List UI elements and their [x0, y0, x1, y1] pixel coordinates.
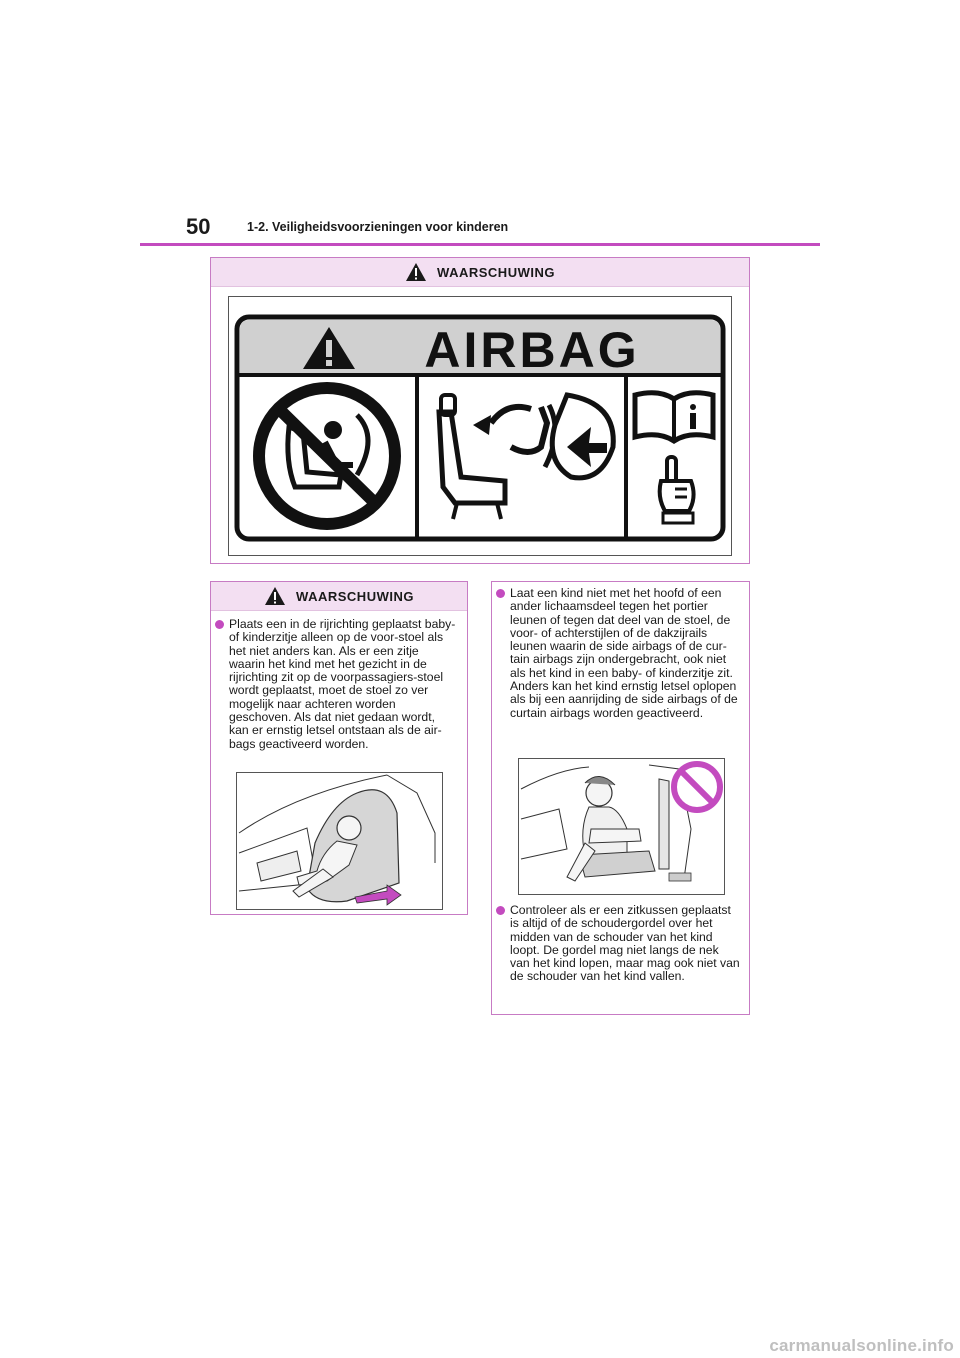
bullet-text: Plaats een in de rijrichting geplaatst baby- of kinderzitje alleen op de voor-stoel als het niet anders kan. Als er een zitje waarin het kind met het gezicht in de rijrichting zit op de voorpassagiers-stoel wordt geplaatst, moet de stoel zo ver mogelijk naar achteren worden geschoven. Als dat niet gedaan wordt, kan er ernstig letsel ontstaan als de air-bags geactiveerd worden.	[229, 617, 456, 751]
header-rule	[140, 243, 820, 246]
bullet-dot-icon	[496, 906, 505, 915]
warning-triangle-icon	[405, 262, 427, 282]
warning-bullet	[215, 618, 457, 751]
bullet-dot-icon	[496, 589, 505, 598]
bullet-text: Controleer als er een zitkussen geplaatst is altijd of de schoudergordel over het midden van de schouder van het kind loopt. De gordel mag niet langs de nek van het kind lopen, maar mag ook niet van de schouder van het kind vallen.	[510, 903, 740, 984]
booster-seat-illustration	[518, 758, 725, 895]
no-child-seat-icon	[259, 388, 395, 524]
child-seat-illustration	[236, 772, 443, 910]
bullet-text: Laat een kind niet met het hoofd of een ander lichaamsdeel tegen het portier leunen of tegen dat deel van de stoel, de voor- of achterstijlen of de dakzijrails leunen waarin de side airbags of de cur-tain airbags zijn ondergebracht, ook niet als het kind in een baby- of kinderzitje zit. Anders kan het kind ernstig letsel oplopen als bij een aanrijding de side airbags of de curtain airbags worden geactiveerd.	[510, 586, 738, 720]
child-seat-drawing	[237, 773, 442, 909]
booster-seat-drawing	[519, 759, 724, 894]
warning-triangle-icon	[264, 586, 286, 606]
section-title: 1-2. Veiligheidsvoorzieningen voor kinderen	[247, 220, 509, 234]
warning-heading: WAARSCHUWING	[437, 264, 555, 280]
airbag-label-figure	[228, 296, 732, 556]
bullet-dot-icon	[215, 620, 224, 629]
page-number: 50	[186, 214, 211, 239]
warning-header	[211, 582, 467, 611]
warning-bullet	[496, 587, 740, 720]
warning-header	[211, 258, 749, 287]
right-warning-box	[491, 581, 750, 1015]
manual-book-icon	[635, 393, 713, 441]
airbag-label-drawing	[229, 297, 731, 555]
left-warning-box	[210, 581, 468, 915]
warning-bullet	[496, 904, 740, 984]
prohibition-icon	[674, 764, 720, 810]
label-airbag-word: AIRBAG	[424, 322, 640, 378]
watermark: carmanualsonline.info	[769, 1336, 954, 1355]
warning-heading: WAARSCHUWING	[296, 588, 414, 604]
top-warning-box	[210, 257, 750, 564]
